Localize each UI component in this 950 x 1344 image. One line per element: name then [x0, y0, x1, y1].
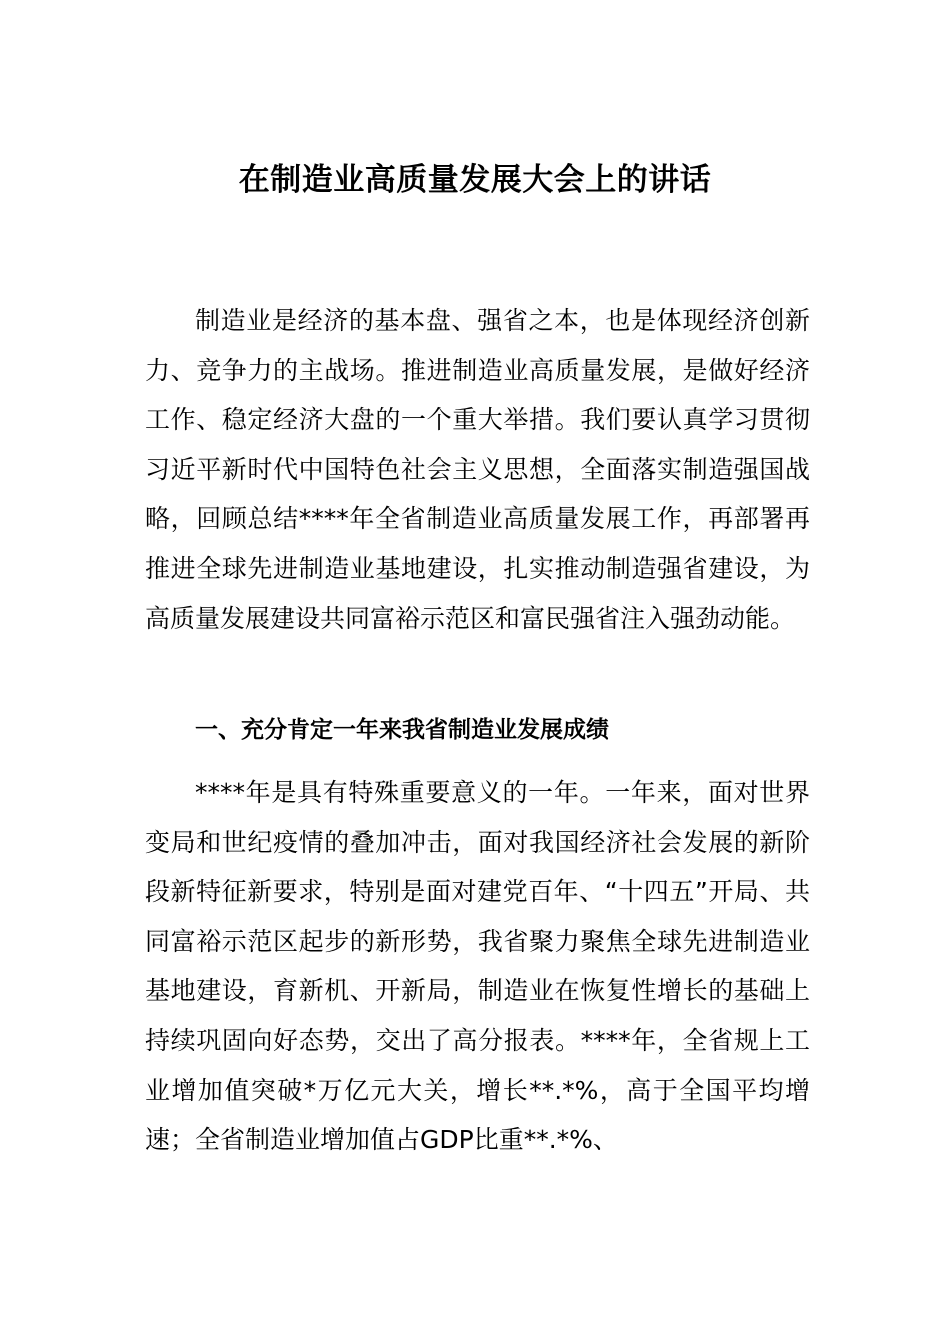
- paragraph-intro: 制造业是经济的基本盘、强省之本，也是体现经济创新力、竞争力的主战场。推进制造业高质量发展，是做好经济工作、稳定经济大盘的一个重大举措。我们要认真学习贯彻习近平新时代中国特色社会主义思想，全面落实制造强国战略，回顾总结****年全省制造业高质量发展工作，再部署再推进全球先进制造业基地建设，扎实推动制造强省建设，为高质量发展建设共同富裕示范区和富民强省注入强劲动能。: [145, 306, 810, 633]
- document-title: 在制造业高质量发展大会上的讲话: [238, 162, 712, 198]
- paragraph-achievements: ****年是具有特殊重要意义的一年。一年来，面对世界变局和世纪疫情的叠加冲击，面对我国经济社会发展的新阶段新特征新要求，特别是面对建党百年、“十四五”开局、共同富裕示范区起步的新形势，我省聚力聚焦全球先进制造业基地建设，育新机、开新局，制造业在恢复性增长的基础上持续巩固向好态势，交出了高分报表。****年，全省规上工业增加值突破*万亿元大关，增长**.*%，高于全国平均增速；全省制造业增加值占GDP比重**.*%、: [145, 778, 810, 1155]
- section-heading: 一、充分肯定一年来我省制造业发展成绩: [195, 717, 609, 743]
